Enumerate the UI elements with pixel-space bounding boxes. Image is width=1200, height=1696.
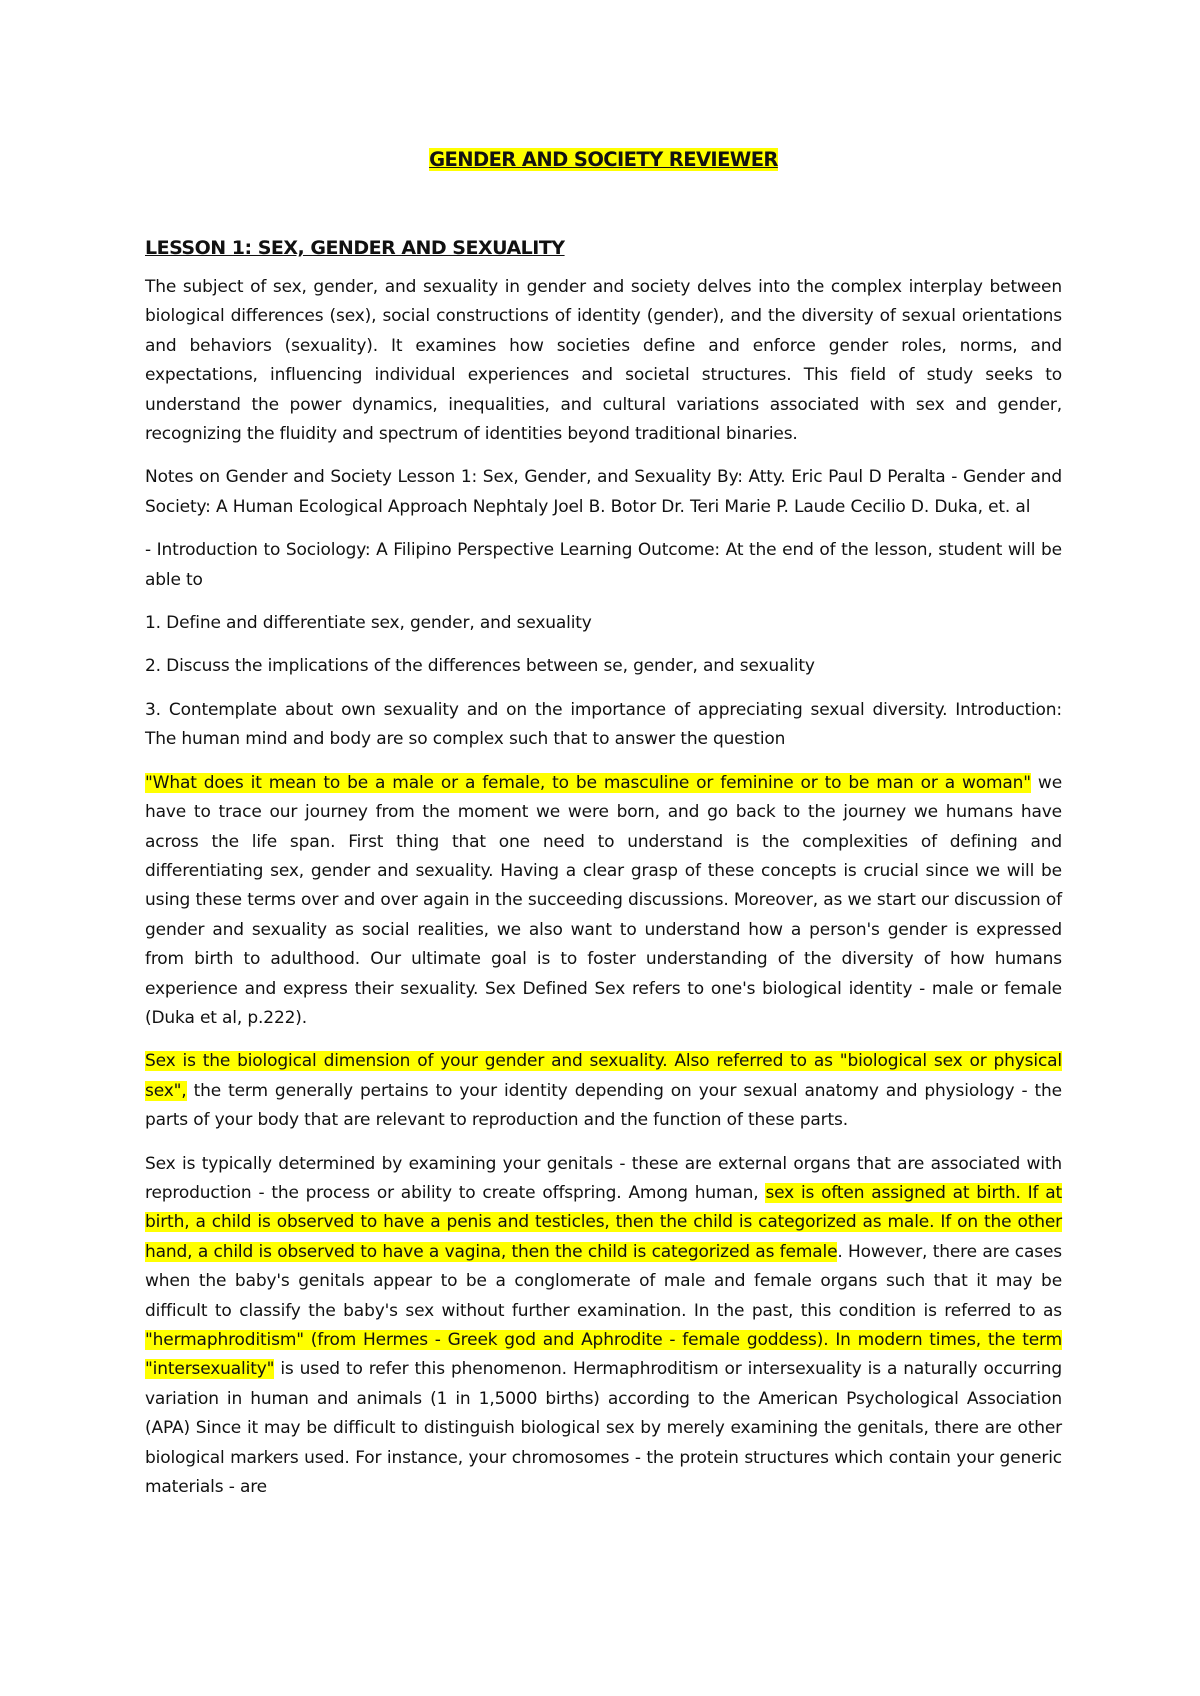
intro-paragraph: The subject of sex, gender, and sexuality in gender and society delves into the complex interplay between biological differences (sex), social constructions of identity (gender), and the diversity of sexual orientations and behaviors (sexuality). It examines how societies define and enforce gender roles, norms, and expectations, influencing individual experiences and societal structures. This field of study seeks to understand the power dynamics, inequalities, and cultural variations associated with sex and gender, recognizing the fluidity and spectrum of identities beyond traditional binaries. — [145, 277, 1062, 445]
document-title — [145, 143, 1062, 177]
sex-definition-paragraph — [145, 1047, 1062, 1135]
learning-outcome-paragraph: - Introduction to Sociology: A Filipino Perspective Learning Outcome: At the end of the lesson, student will be able to — [145, 540, 1062, 590]
outcome-item-2: 2. Discuss the implications of the differences between se, gender, and sexuality — [145, 656, 815, 677]
sex-definition-text: the term generally pertains to your identity depending on your sexual anatomy and physiology - the parts of your body that are relevant to reproduction and the function of these parts. — [145, 1080, 1062, 1131]
question-paragraph — [145, 769, 1062, 1034]
question-highlight: "What does it mean to be a male or a female, to be masculine or feminine or to be man or a woman" — [145, 772, 1031, 793]
notes-paragraph: Notes on Gender and Society Lesson 1: Sex, Gender, and Sexuality By: Atty. Eric Paul D Peralta - Gender and Society: A Human Ecological Approach Nephtaly Joel B. Botor Dr. Teri Marie P. Laude Cecilio D. Duka, et. al — [145, 467, 1062, 517]
intersexuality-highlight: "hermaphroditism" (from Hermes - Greek god and Aphrodite - female goddess). In modern times, the term "intersexuality" — [145, 1330, 1062, 1380]
genitals-text-c: is used to refer this phenomenon. Hermaphroditism or intersexuality is a naturally occurring variation in human and animals (1 in 1,5000 births) according to the American Psychological Association (APA) Since it may be difficult to distinguish biological sex by merely examining the genitals, there are other biological markers used. For instance, your chromosomes - the protein structures which contain your generic materials - are — [145, 1359, 1062, 1498]
outcome-item-3: 3. Contemplate about own sexuality and on the importance of appreciating sexual diversity. Introduction: The human mind and body are so complex such that to answer the question — [145, 699, 1062, 750]
sex-definition-highlight: Sex is the biological dimension of your gender and sexuality. Also referred to as "biological sex or physical sex", — [145, 1051, 1062, 1101]
outcome-item-1: 1. Define and differentiate sex, gender, and sexuality — [145, 613, 592, 634]
genitals-text-a: Sex is typically determined by examining your genitals - these are external organs that are associated with reproduction - the process or ability to create offspring. Among human, — [145, 1153, 1062, 1203]
lesson-heading: LESSON 1: SEX, GENDER AND SEXUALITY — [145, 237, 565, 259]
genitals-text-b: . However, there are cases when the baby's genitals appear to be a conglomerate of male and female organs such that it may be difficult to classify the baby's sex without further examination. In the past, this condition is referred to as — [145, 1241, 1062, 1321]
genitals-paragraph — [145, 1150, 1062, 1503]
document-title-text: GENDER AND SOCIETY REVIEWER — [429, 148, 778, 171]
assigned-at-birth-highlight: sex is often assigned at birth. If at birth, a child is observed to have a penis and testicles, then the child is categorized as male. If on the other hand, a child is observed to have a vagina, then the child is categorized as female — [145, 1182, 1062, 1262]
question-paragraph-text: we have to trace our journey from the moment we were born, and go back to the journey we humans have across the life span. First thing that one need to understand is the complexities of defining and differentiating sex, gender and sexuality. Having a clear grasp of these concepts is crucial since we will be using these terms over and over again in the succeeding discussions. Moreover, as we start our discussion of gender and sexuality as social realities, we also want to understand how a person's gender is expressed from birth to adulthood. Our ultimate goal is to foster understanding of the diversity of how humans experience and express their sexuality. Sex Defined Sex refers to one's biological identity - male or female (Duka et al, p.222). — [145, 772, 1062, 1028]
